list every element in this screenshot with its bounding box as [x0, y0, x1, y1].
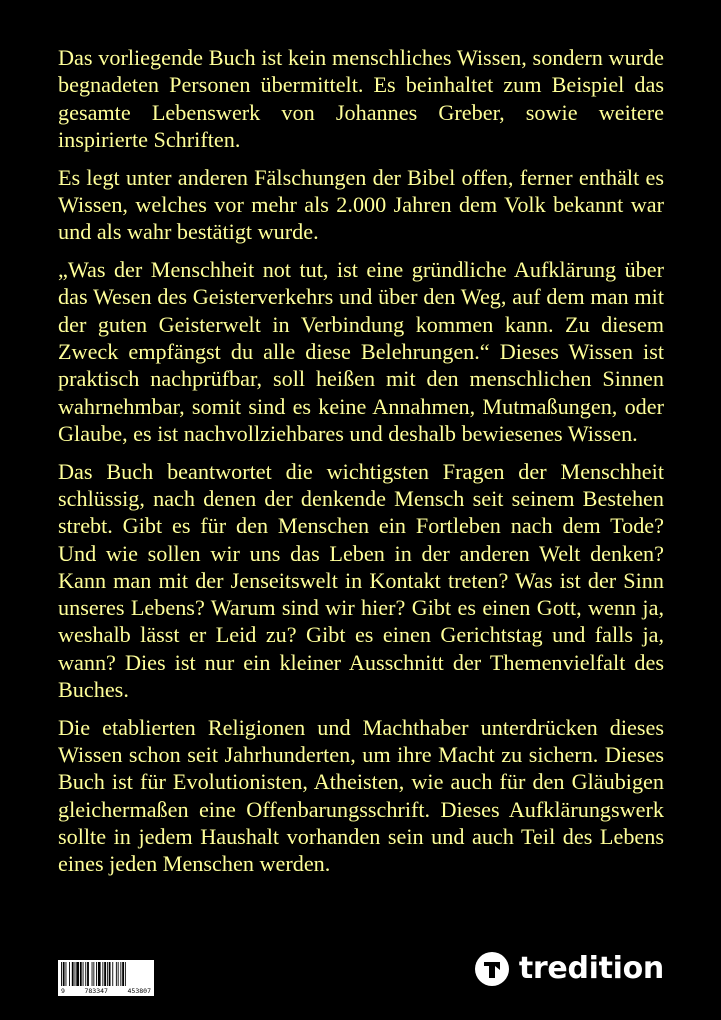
barcode-bar: [85, 962, 86, 986]
barcode-bar: [80, 962, 82, 986]
barcode-digits: [58, 988, 154, 995]
paragraph-2: Es legt unter anderen Fälschungen der Bibel offen, ferner enthält es Wissen, welches vor mehr als 2.000 Jahren dem Volk bekannt war und als wahr bestätigt wurde.: [58, 164, 664, 245]
barcode-bar: [83, 962, 84, 986]
barcode-bar: [122, 962, 124, 986]
tredition-logo-icon: [474, 951, 510, 987]
paragraph-1: Das vorliegende Buch ist kein menschliches Wissen, sondern wurde begnadeten Personen übermittelt. Es beinhaltet zum Beispiel das gesamte Lebenswerk von Johannes Greber, sowie weitere inspirierte Schriften.: [58, 45, 664, 152]
barcode-bars: [58, 960, 154, 990]
publisher-logo: [474, 950, 664, 988]
barcode-bar: [76, 962, 79, 986]
barcode-bar: [116, 962, 117, 986]
publisher-name: tredition: [518, 951, 664, 986]
barcode-bar: [87, 962, 89, 986]
barcode-digit-first: 9: [61, 987, 65, 995]
barcode-bar: [92, 962, 93, 986]
paragraph-4: Das Buch beantwortet die wichtigsten Fragen der Menschheit schlüssig, nach denen der denkende Mensch seit seinem Bestehen strebt. Gibt es für den Menschen ein Fortleben nach dem Tode? Und wie sollen wir uns das Leben in der anderen Welt denken? Kann man mit der Jenseitswelt in Kontakt treten? Was ist der Sinn unseres Lebens? Warum sind wir hier? Gibt es einen Gott, wenn ja, weshalb lässt er Leid zu? Gibt es einen Gerichtstag und falls ja, wann? Dies ist nur ein kleiner Ausschnitt der Themenvielfalt des Buches.: [58, 458, 664, 703]
paragraph-5: Die etablierten Religionen und Machthaber unterdrücken dieses Wissen schon seit Jahrhunderten, um ihre Macht zu sichern. Dieses Buch ist für Evolutionisten, Atheisten, wie auch für den Gläubigen gleichermaßen eine Offenbarungsschrift. Dieses Aufklärungswerk sollte in jedem Haushalt vorhanden sein und auch Teil des Lebens eines jeden Menschen werden.: [58, 714, 664, 877]
barcode-bar: [96, 962, 97, 986]
barcode-bar: [75, 962, 76, 986]
paragraph-3: „Was der Menschheit not tut, ist eine gründliche Aufklärung über das Wesen des Geisterverkehrs und über den Weg, auf dem man mit der guten Geisterwelt in Verbindung kommen kann. Zu diesem Zweck empfängst du alle diese Belehrungen.“ Dieses Wissen ist praktisch nachprüfbar, soll heißen mit den menschlichen Sinnen wahrnehmbar, somit sind es keine Annahmen, Mutmaßungen, oder Glaube, es ist nachvollziehbares und deshalb bewiesenes Wissen.: [58, 257, 664, 446]
barcode-bar: [93, 962, 94, 986]
barcode-bar: [69, 962, 70, 986]
barcode-bar: [102, 962, 103, 986]
barcode-bar: [118, 962, 119, 986]
barcode-bar: [98, 962, 101, 986]
barcode-bar: [63, 962, 65, 986]
barcode-bar: [125, 962, 126, 986]
barcode-digit-group-1: 783347: [84, 987, 108, 995]
blurb-text: [58, 44, 664, 888]
barcode-bar: [120, 962, 121, 986]
barcode-bar: [61, 962, 62, 986]
barcode-bar: [107, 962, 108, 986]
barcode-bar: [112, 962, 113, 986]
barcode-bar: [72, 962, 74, 986]
barcode-digit-group-2: 453807: [127, 987, 151, 995]
barcode-bar: [66, 962, 67, 986]
barcode-bar: [109, 962, 111, 986]
barcode-bar: [104, 962, 106, 986]
isbn-barcode: [58, 960, 154, 996]
